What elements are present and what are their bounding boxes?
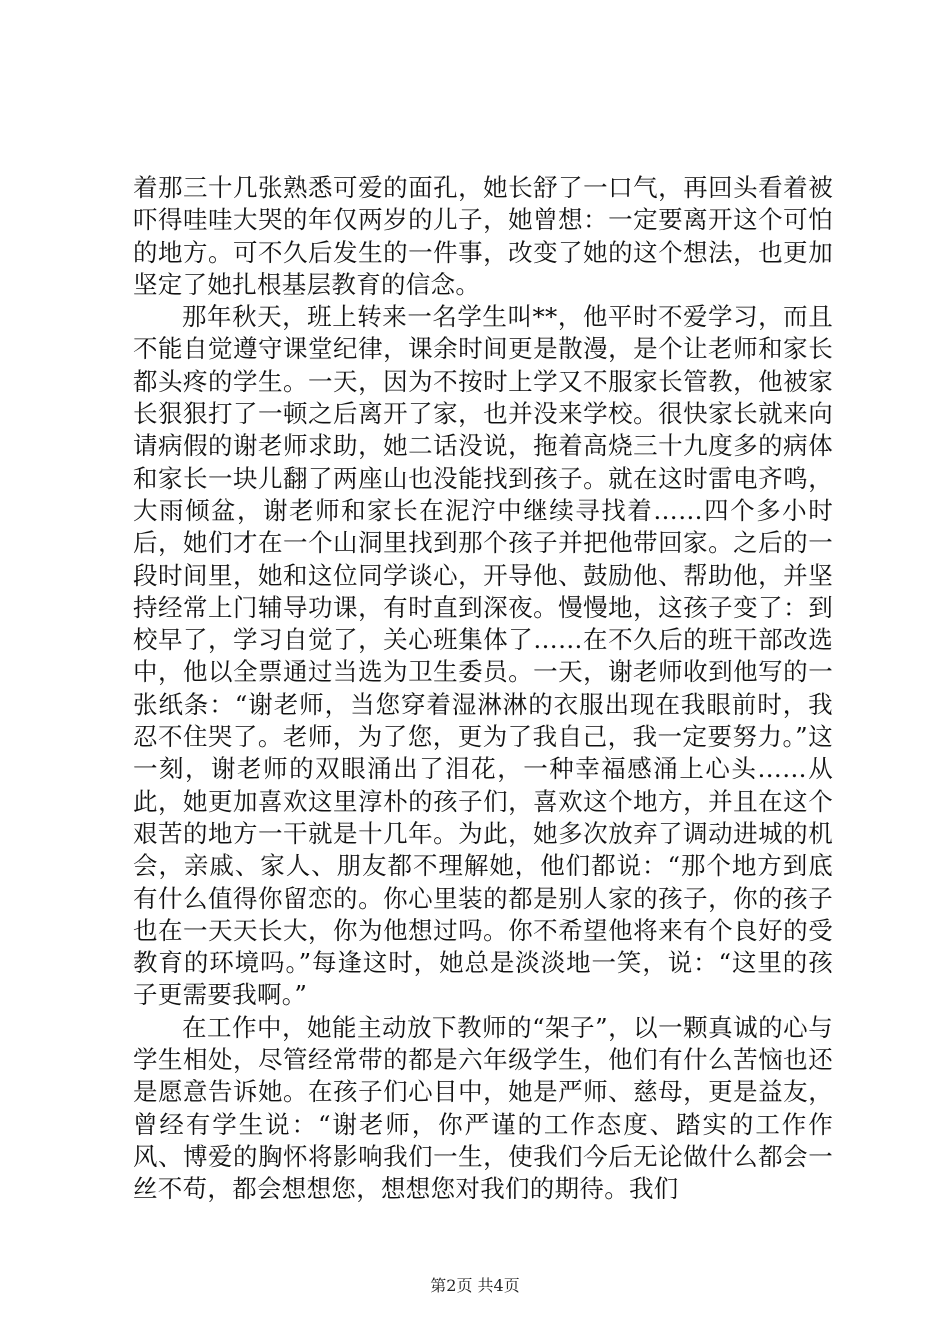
paragraph-work: 在工作中，她能主动放下教师的“架子”，以一颗真诚的心与学生相处，尽管经常带的都是六年级学生，他们有什么苦恼也还是愿意告诉她。在孩子们心目中，她是严师、慈母，更是益友，曾经有学生说：“谢老师，你严谨的工作态度、踏实的工作作风、博爱的胸怀将影响我们一生，使我们今后无论做什么都会一丝不苟，都会想想您，想想您对我们的期待。我们 <box>133 1012 833 1204</box>
page-footer: 第2页 共4页 <box>430 1276 520 1295</box>
paragraph-story: 那年秋天，班上转来一名学生叫**，他平时不爱学习，而且不能自觉遵守课堂纪律，课余时间更是散漫，是个让老师和家长都头疼的学生。一天，因为不按时上学又不服家长管教，他被家长狠狠打了一顿之后离开了家，也并没来学校。很快家长就来向请病假的谢老师求助，她二话没说，拖着高烧三十九度多的病体和家长一块儿翻了两座山也没能找到孩子。就在这时雷电齐鸣，大雨倾盆，谢老师和家长在泥泞中继续寻找着……四个多小时后，她们才在一个山洞里找到那个孩子并把他带回家。之后的一段时间里，她和这位同学谈心，开导他、鼓励他、帮助他，并坚持经常上门辅导功课，有时直到深夜。慢慢地，这孩子变了：到校早了，学习自觉了，关心班集体了……在不久后的班干部改选中，他以全票通过当选为卫生委员。一天，谢老师收到他写的一张纸条：“谢老师，当您穿着湿淋淋的衣服出现在我眼前时，我忍不住哭了。老师，为了您，更为了我自己，我一定要努力。”这一刻，谢老师的双眼涌出了泪花，一种幸福感涌上心头……从此，她更加喜欢这里淳朴的孩子们，喜欢这个地方，并且在这个艰苦的地方一干就是十几年。为此，她多次放弃了调动进城的机会，亲戚、家人、朋友都不理解她，他们都说：“那个地方到底有什么值得你留恋的。你心里装的都是别人家的孩子，你的孩子也在一天天长大，你为他想过吗。你不希望他将来有个良好的受教育的环境吗。”每逢这时，她总是淡淡地一笑，说：“这里的孩子更需要我啊。” <box>133 302 834 1010</box>
document-body <box>133 172 833 1206</box>
paragraph-continuation: 着那三十几张熟悉可爱的面孔，她长舒了一口气，再回头看着被吓得哇哇大哭的年仅两岁的儿子，她曾想：一定要离开这个可怕的地方。可不久后发生的一件事，改变了她的这个想法，也更加坚定了她扎根基层教育的信念。 <box>133 173 833 299</box>
